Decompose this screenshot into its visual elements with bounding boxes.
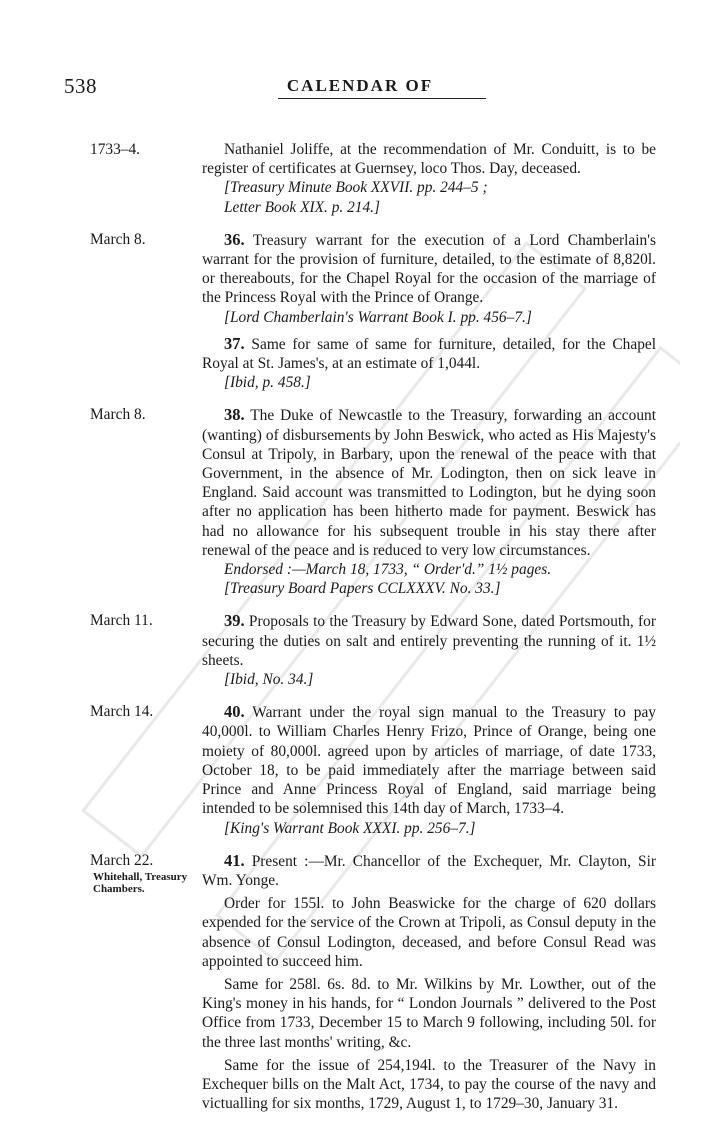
entry-text: Order for 155l. to John Beaswicke for the charge of 620 dollars expended for the service of the Crown at Tripoli, as Consul deputy in the absence of Consul Lodington, deceased, and before Consul Read was appointed to succeed him. bbox=[202, 895, 656, 970]
entry-number: 38. bbox=[224, 405, 245, 425]
entry-place: Whitehall, Treasury Chambers. bbox=[93, 870, 188, 896]
entry-number: 40. bbox=[224, 702, 245, 722]
entry-date: 1733–4. bbox=[90, 141, 141, 158]
entry-number: 39. bbox=[224, 611, 245, 631]
entry-reference-cont: Letter Book XIX. p. 214.] bbox=[224, 198, 381, 216]
entry-39 bbox=[90, 611, 656, 689]
entry-body bbox=[202, 334, 656, 393]
entry-text: 36. Treasury warrant for the execution of a Lord Chamberlain's warrant for the provision of furniture, detailed, to the estimate of 8,820l. or thereabouts, for the Chapel Royal for the occasion of the marriage of the Princess Royal with the Prince of Orange. bbox=[202, 229, 656, 307]
entry-36 bbox=[90, 230, 656, 327]
entry-text: 41. Present :—Mr. Chancellor of the Exchequer, Mr. Clayton, Sir Wm. Yonge. bbox=[202, 850, 656, 889]
entry-reference: [Ibid, No. 34.] bbox=[224, 671, 314, 689]
entry-text: Same for the issue of 254,194l. to the Treasurer of the Navy in Exchequer bills on the Malt Act, 1734, to pay the course of the navy and victualling for six months, 1729, August 1, to 1729–30, January 31. bbox=[202, 1056, 656, 1113]
entry-date: March 22. Whitehall, Treasury Chambers. bbox=[90, 851, 194, 896]
entry-body bbox=[202, 611, 656, 689]
entry-body bbox=[202, 230, 656, 327]
entry-text: 39. Proposals to the Treasury by Edward Sone, dated Portsmouth, for securing the duties on salt and entirely preventing the running of it. 1½ sheets. bbox=[202, 611, 656, 669]
entry-body bbox=[202, 405, 656, 598]
entry-reference: [King's Warrant Book XXXI. pp. 256–7.] bbox=[224, 819, 476, 837]
entry-joliffe bbox=[90, 140, 656, 217]
entry-date: March 8. bbox=[90, 406, 146, 424]
entry-38 bbox=[90, 405, 656, 598]
entry-reference: [Ibid, p. 458.] bbox=[224, 374, 311, 392]
entry-number: 37. bbox=[224, 333, 245, 353]
entry-text: Nathaniel Joliffe, at the recommendation of Mr. Conduitt, is to be register of certificates at Guernsey, loco Thos. Day, deceased. bbox=[202, 141, 656, 178]
entry-41 bbox=[90, 851, 656, 1114]
entry-37 bbox=[90, 334, 656, 393]
entry-reference: [Treasury Board Papers CCLXXXV. No. 33.] bbox=[224, 580, 501, 598]
entry-number: 36. bbox=[224, 229, 245, 249]
entry-body bbox=[202, 140, 656, 217]
page-number: 538 bbox=[64, 74, 97, 98]
entry-reference: [Lord Chamberlain's Warrant Book I. pp. 456–7.] bbox=[224, 308, 532, 326]
entry-number: 41. bbox=[224, 850, 245, 870]
running-head: CALENDAR OF bbox=[286, 76, 434, 95]
header-rule bbox=[278, 98, 486, 99]
entry-body bbox=[202, 851, 656, 1114]
entry-date: March 14. bbox=[90, 703, 154, 721]
entry-date: March 8. bbox=[90, 230, 146, 248]
entry-text: 40. Warrant under the royal sign manual to the Treasury to pay 40,000l. to William Charles Henry Frizo, Prince of Orange, being one moiety of 80,000l. agreed upon by articles of marriage, of date 1733, October 18, to be paid immediately after the marriage between said Prince and Anne Princess Royal of England, said marriage being intended to be solemnised this 14th day of March, 1733–4. bbox=[202, 702, 656, 818]
entry-date: March 11. bbox=[90, 612, 153, 630]
calendar-entries bbox=[90, 118, 656, 1126]
entry-text: 37. Same for same of same for furniture, detailed, for the Chapel Royal at St. James's, at an estimate of 1,044l. bbox=[202, 333, 656, 373]
page-header bbox=[64, 74, 656, 98]
entry-endorsement: Endorsed :—March 18, 1733, “ Order'd.” 1½ pages. bbox=[224, 561, 552, 579]
entry-40 bbox=[90, 702, 656, 837]
entry-body bbox=[202, 702, 656, 837]
entry-text: 38. The Duke of Newcastle to the Treasury, forwarding an account (wanting) of disbursements by John Beswick, who acted as His Majesty's Consul at Tripoly, in Barbary, upon the renewal of the peace with that Government, in the absence of Mr. Lodington, then on sick leave in England. Said account was transmitted to Lodington, but he dying soon after no application has been hitherto made for payment. Beswick has had no allowance for his subsequent trouble in his stay there after renewal of the peace and is reduced to very low circumstances. bbox=[202, 405, 656, 559]
entry-text: Same for 258l. 6s. 8d. to Mr. Wilkins by Mr. Lowther, out of the King's money in his hands, for “ London Journals ” delivered to the Post Office from 1733, December 15 to March 9 following, including 50l. for the three last months' writing, &c. bbox=[202, 975, 656, 1051]
entry-reference: [Treasury Minute Book XXVII. pp. 244–5 ; bbox=[224, 179, 488, 197]
